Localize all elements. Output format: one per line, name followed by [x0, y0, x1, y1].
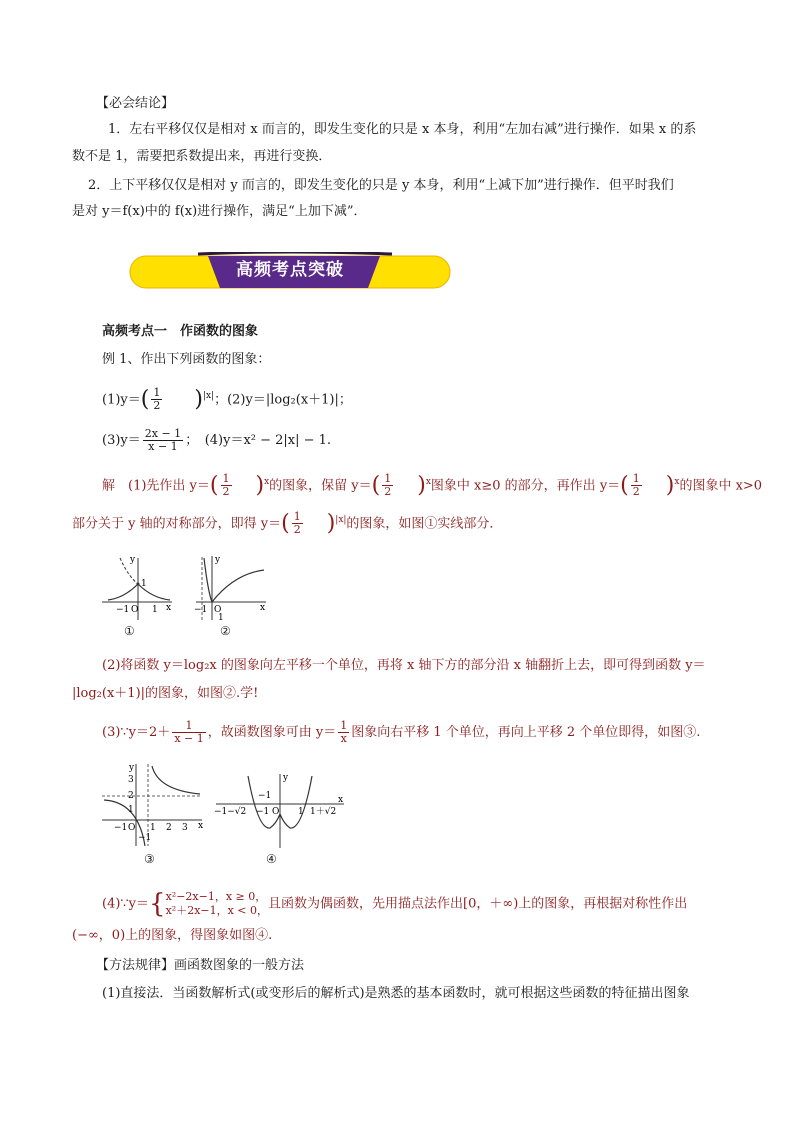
- f3-label-x: x: [198, 821, 204, 831]
- problem-3-label: (3)y＝: [102, 433, 141, 448]
- f4-label-neg1-top: −1: [258, 791, 272, 801]
- caption-4: ④: [266, 852, 277, 866]
- solution-4-line2: (−∞，0)上的图象，得图象如图④.: [72, 928, 273, 943]
- f1-label-x: x: [166, 603, 172, 613]
- section-banner: [128, 252, 452, 290]
- f3-label-O: O: [128, 823, 136, 833]
- solution-1-part-c: 图象中 x≥0 的部分，再作出 y＝: [430, 478, 621, 494]
- caption-2: ②: [220, 624, 231, 638]
- f2-label-1: 1: [218, 613, 224, 623]
- solution-1-part-f: 的图象，如图①实线部分．: [346, 516, 503, 532]
- example-intro: 例 1、作出下列函数的图象：: [102, 352, 271, 367]
- solution-1-part-b: 的图象，保留 y＝: [269, 478, 372, 494]
- caption-1: ①: [124, 624, 135, 638]
- figure-2: [194, 552, 270, 624]
- f1-label-O: O: [131, 605, 139, 615]
- conclusion-p2-line2: 是对 y＝f(x)中的 f(x)进行操作，满足“上加下减”．: [72, 204, 367, 219]
- conclusion-p1-line1: 1．左右平移仅仅是相对 x 而言的，即发生变化的只是 x 本身，利用“左加右减”进行操作．如果 x 的系: [108, 122, 697, 137]
- caption-3: ③: [144, 852, 155, 866]
- f3-label-x1: 1: [150, 823, 156, 833]
- figure-1: [100, 552, 176, 624]
- solution-1-part-a: 解 (1)先作出 y＝: [102, 478, 210, 494]
- f1-label-1: 1: [152, 605, 158, 615]
- problem-3-4: [102, 428, 331, 453]
- conclusion-p1-line2: 数不是 1，需要把系数提出来，再进行变换．: [72, 149, 332, 164]
- f3-label-neg1: −1: [114, 823, 128, 833]
- solution-2-line1: (2)将函数 y＝log₂x 的图象向左平移一个单位，再将 x 轴下方的部分沿 x 轴翻折上去，即可得到函数 y＝: [102, 658, 706, 673]
- solution-4-part-a: (4)∵y＝: [102, 896, 150, 912]
- f1-label-neg1: −1: [116, 605, 130, 615]
- solution-1-line2: 部分关于 y 轴的对称部分，即得 y＝( $\frac{1}{2}$ )$^{|x|}$的图象，如图①实线部分．: [72, 510, 503, 537]
- f4-label-neg1: −1: [256, 807, 270, 817]
- f2-label-O: O: [214, 605, 222, 615]
- problem-1-label: (1)y＝: [102, 392, 141, 408]
- conclusion-heading: 【必会结论】: [96, 96, 175, 111]
- conclusion-p2-line1: 2．上下平移仅仅是相对 y 而言的，即发生变化的只是 y 本身，利用“上减下加”进行操作．但平时我们: [88, 178, 674, 193]
- solution-2-line2: |log₂(x＋1)|的图象，如图②.学!: [72, 686, 259, 701]
- figure-4: [214, 770, 348, 850]
- f3-label-x2: 2: [166, 823, 172, 833]
- figure-3: [100, 760, 206, 850]
- solution-3-part-a: (3)∵y＝2＋: [102, 725, 171, 740]
- problem-1-2: (1)y＝( $\frac{1}{2}$ )$^{|x|}$；(2)y＝|log₂(x＋1)|；: [102, 386, 352, 413]
- f3-label-2: 2: [128, 791, 134, 801]
- solution-3: (3)∵y＝2＋ $\frac{1}{x - 1}$ ，故函数图象可由 y＝ $\frac{1}{x}$ 图象向右平移 1 个单位，再向上平移 2 个单位即得，如图③.: [102, 719, 701, 745]
- solution-4-line1: (4)∵y＝{ x²−2x−1，x ≥ 0， x²＋2x−1，x < 0， 且函数为偶函数，先用描点法作出[0，＋∞)上的图象，再根据对称性作出: [102, 889, 688, 919]
- f3-label-yneg1: −1: [138, 833, 152, 843]
- f4-label-y: y: [283, 773, 289, 783]
- f1-label-y: y: [130, 555, 136, 565]
- f4-label-neg1-sqrt2: −1−√2: [214, 807, 247, 817]
- solution-3-part-b: ，故函数图象可由 y＝: [207, 725, 337, 740]
- f4-label-O: O: [272, 807, 280, 817]
- section-title: 高频考点一 作函数的图象: [102, 324, 259, 339]
- fraction-p3: $\frac{2x - 1}{x - 1}$: [144, 427, 182, 453]
- f2-label-y: y: [215, 555, 221, 565]
- problem-2: ；(2)y＝|log₂(x＋1)|；: [214, 392, 352, 408]
- method-line1: (1)直接法．当函数解析式(或变形后的解析式)是熟悉的基本函数时，就可根据这些函数的特征描出图象: [102, 986, 690, 1001]
- problem-4: ； (4)y＝x² − 2|x| − 1.: [185, 433, 332, 448]
- f3-label-3: 3: [128, 775, 134, 785]
- solution-1-part-e: 部分关于 y 轴的对称部分，即得 y＝: [72, 516, 282, 532]
- f3-label-x3: 3: [182, 823, 188, 833]
- case-2: x²＋2x−1，x < 0，: [165, 904, 269, 917]
- exponent-absx: |x|: [202, 391, 215, 401]
- f3-label-1: 1: [128, 805, 134, 815]
- method-heading: 【方法规律】画函数图象的一般方法: [96, 958, 305, 973]
- f4-label-1-sqrt2: 1＋√2: [310, 807, 337, 817]
- solution-3-part-c: 图象向右平移 1 个单位，再向上平移 2 个单位即得，如图③.: [351, 725, 701, 740]
- banner-title: 高频考点突破: [236, 260, 344, 280]
- f4-label-1: 1: [298, 807, 304, 817]
- f2-label-neg1: −1: [194, 605, 208, 615]
- case-1: x²−2x−1，x ≥ 0，: [165, 890, 267, 903]
- f3-label-y: y: [129, 763, 135, 773]
- solution-1-part-d: 的图象中 x>0: [679, 478, 763, 494]
- solution-1-line1: 解 (1)先作出 y＝( $\frac{1}{2}$ )$^x$的图象，保留 y＝( $\frac{1}{2}$ )$^x$图象中 x≥0 的部分，再作出 y＝( $\frac{1}{2}$ )$^x$的图象中 x>0: [102, 472, 763, 499]
- piecewise-cases: [166, 890, 268, 918]
- f1-label-1y: 1: [141, 579, 147, 589]
- f4-label-x: x: [338, 795, 344, 805]
- f2-label-x: x: [260, 603, 266, 613]
- fraction-half: $\frac{1}{2}$: [153, 386, 161, 413]
- solution-4-part-b: 且函数为偶函数，先用描点法作出[0，＋∞)上的图象，再根据对称性作出: [268, 896, 688, 912]
